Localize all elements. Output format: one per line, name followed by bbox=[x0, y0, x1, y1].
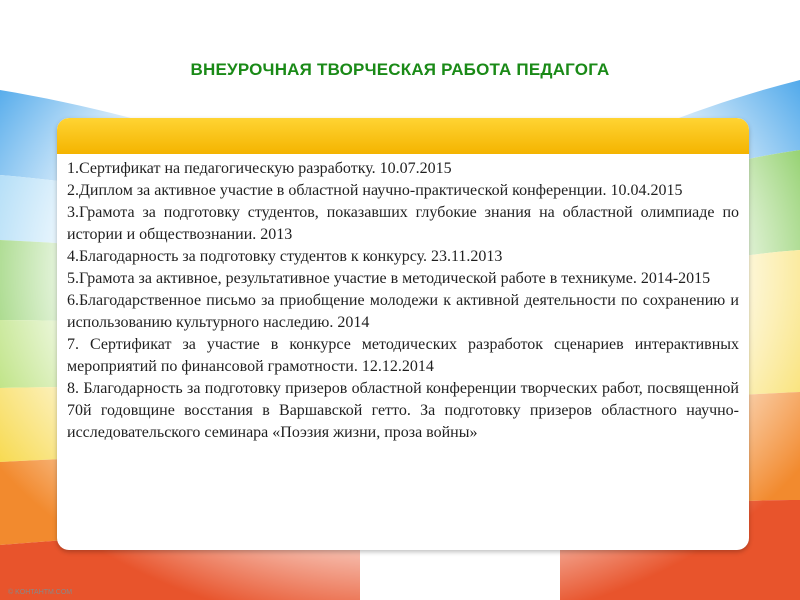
list-item: 5.Грамота за активное, результативное участие в методической работе в техникуме. 2014-2015 bbox=[67, 270, 711, 287]
achievements-list bbox=[67, 158, 739, 444]
list-item: 2.Диплом за активное участие в областной научно-практической конференции. 10.04.2015 bbox=[67, 182, 683, 199]
list-item: 4.Благодарность за подготовку студентов к конкурсу. 23.11.2013 bbox=[67, 248, 503, 265]
card-header-bar bbox=[57, 118, 749, 154]
watermark: © KOHTAHTM.COM bbox=[8, 589, 73, 596]
list-item: 7. Сертификат за участие в конкурсе методических разработок сценариев интерактивных мероприятий по финансовой грамотности. 12.12.2014 bbox=[67, 336, 739, 375]
list-item: 1.Сертификат на педагогическую разработку. 10.07.2015 bbox=[67, 160, 452, 177]
list-item: 3.Грамота за подготовку студентов, показавших глубокие знания на областной олимпиаде по истории и обществознании. 2013 bbox=[67, 204, 739, 243]
page-title: ВНЕУРОЧНАЯ ТВОРЧЕСКАЯ РАБОТА ПЕДАГОГА bbox=[190, 60, 610, 79]
content-card bbox=[57, 118, 749, 550]
list-item: 8. Благодарность за подготовку призеров областной конференции творческих работ, посвященной 70й годовщине восстания в Варшавской гетто. За подготовку призеров областного научно-исследовательского семинара «Поэзия жизни, проза войны» bbox=[67, 380, 739, 441]
list-item: 6.Благодарственное письмо за приобщение молодежи к активной деятельности по сохранению и использованию культурного наследию. 2014 bbox=[67, 292, 739, 331]
